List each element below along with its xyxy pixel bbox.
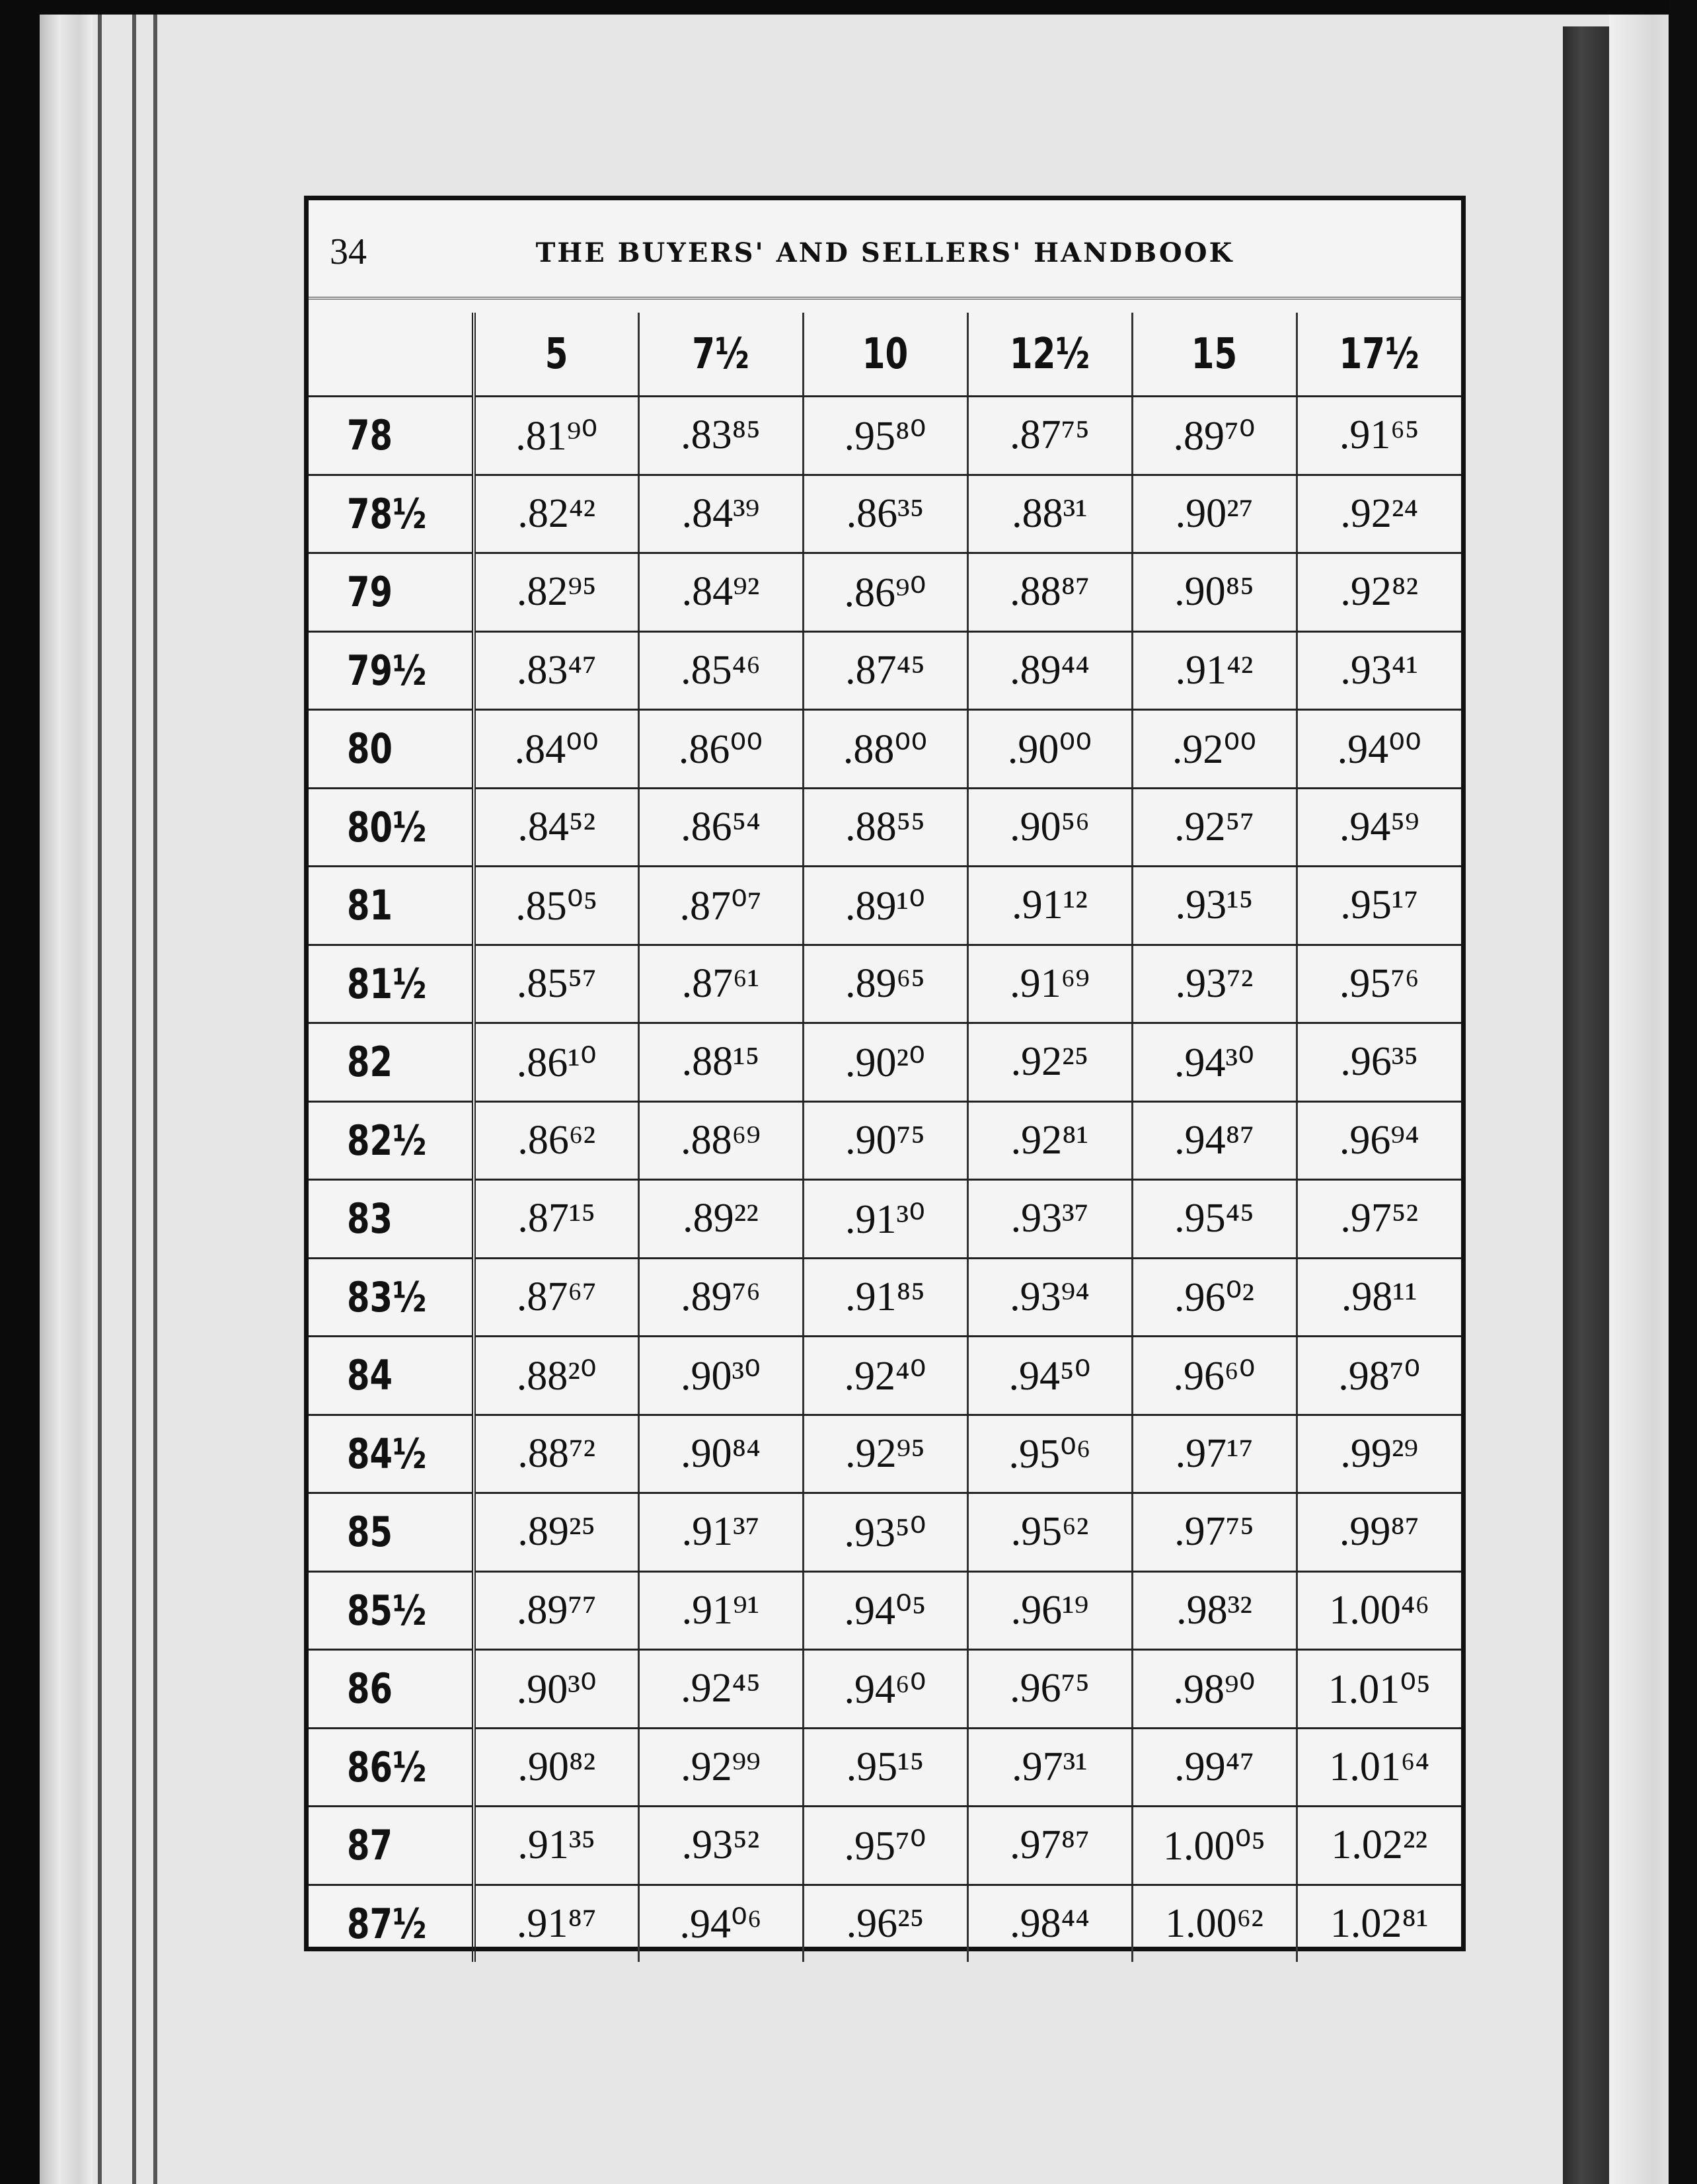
row-label-cell xyxy=(309,631,474,710)
table-row xyxy=(309,475,1461,553)
table-cell: .96⁹⁴ xyxy=(1297,1101,1461,1180)
table-row xyxy=(309,1493,1461,1572)
table-cell: .95¹⁷ xyxy=(1297,867,1461,945)
table-cell: .86¹⁰ xyxy=(474,1023,638,1102)
table-cell: .95⁷⁶ xyxy=(1297,945,1461,1023)
table-cell: .88³¹ xyxy=(967,475,1132,553)
table-cell: .90⁵⁶ xyxy=(967,788,1132,867)
table-row xyxy=(309,710,1461,789)
column-header: 5 xyxy=(492,313,620,397)
row-label-cell xyxy=(309,1807,474,1885)
table-cell: 1.00⁰⁵ xyxy=(1132,1807,1297,1885)
table-cell: .98⁷⁰ xyxy=(1297,1337,1461,1415)
row-label: 80 xyxy=(347,724,393,773)
table-cell: .92⁹⁹ xyxy=(638,1728,803,1807)
row-label-cell xyxy=(309,1101,474,1180)
table-cell: .87⁶⁷ xyxy=(474,1258,638,1337)
row-label: 82½ xyxy=(347,1116,427,1165)
table-row xyxy=(309,397,1461,475)
table-cell: .99⁸⁷ xyxy=(1297,1493,1461,1572)
row-label: 85 xyxy=(347,1508,393,1557)
table-body xyxy=(309,397,1461,1963)
table-row xyxy=(309,1337,1461,1415)
table-cell: .98³² xyxy=(1132,1571,1297,1650)
table-row xyxy=(309,1728,1461,1807)
row-label-cell xyxy=(309,1337,474,1415)
row-label: 78 xyxy=(347,411,393,460)
table-row xyxy=(309,631,1461,710)
table-cell: .99²⁹ xyxy=(1297,1415,1461,1493)
table-cell: .99⁴⁷ xyxy=(1132,1728,1297,1807)
table-cell: .91⁸⁵ xyxy=(803,1258,967,1337)
table-cell: .87⁴⁵ xyxy=(803,631,967,710)
table-cell: .98⁹⁰ xyxy=(1132,1650,1297,1729)
column-header: 15 xyxy=(1150,313,1278,397)
table-cell: .93⁹⁴ xyxy=(967,1258,1132,1337)
row-label-cell xyxy=(309,1415,474,1493)
column-header: 10 xyxy=(821,313,949,397)
table-cell: .94⁵⁰ xyxy=(967,1337,1132,1415)
table-cell: .94⁶⁰ xyxy=(803,1650,967,1729)
table-cell: .92⁵⁷ xyxy=(1132,788,1297,867)
table-cell: .97³¹ xyxy=(967,1728,1132,1807)
table-cell: .92⁸² xyxy=(1297,553,1461,632)
row-label: 83½ xyxy=(347,1272,427,1321)
row-label: 82 xyxy=(347,1038,393,1087)
row-label-cell xyxy=(309,553,474,632)
table-row xyxy=(309,1101,1461,1180)
column-header: 7½ xyxy=(656,313,784,397)
row-label-cell xyxy=(309,1885,474,1962)
table-cell: .97⁷⁵ xyxy=(1132,1493,1297,1572)
table-cell: .96²⁵ xyxy=(803,1885,967,1962)
scan-border-right xyxy=(1669,0,1697,2184)
column-header: 12½ xyxy=(985,313,1113,397)
table-cell: .98¹¹ xyxy=(1297,1258,1461,1337)
row-label: 87 xyxy=(347,1821,393,1870)
table-cell: .81⁹⁰ xyxy=(474,397,638,475)
table-cell: .95¹⁵ xyxy=(803,1728,967,1807)
table-cell: .89²⁵ xyxy=(474,1493,638,1572)
table-cell: .90⁰⁰ xyxy=(967,710,1132,789)
table-row xyxy=(309,1885,1461,1962)
table-cell: .90⁷⁵ xyxy=(803,1101,967,1180)
row-label: 84 xyxy=(347,1351,393,1400)
table-cell: .84⁹² xyxy=(638,553,803,632)
table-row xyxy=(309,553,1461,632)
table-cell: .85⁵⁷ xyxy=(474,945,638,1023)
table-row xyxy=(309,867,1461,945)
table-cell: 1.00⁴⁶ xyxy=(1297,1571,1461,1650)
table-cell: .89⁷⁷ xyxy=(474,1571,638,1650)
table-cell: .94⁰⁶ xyxy=(638,1885,803,1962)
row-label-cell xyxy=(309,475,474,553)
table-header-row xyxy=(309,313,1461,397)
table-row xyxy=(309,1180,1461,1259)
table-cell: 1.00⁶² xyxy=(1132,1885,1297,1962)
table-sheet xyxy=(304,196,1466,1951)
table-cell: .92⁴⁵ xyxy=(638,1650,803,1729)
table-cell: .92⁸¹ xyxy=(967,1101,1132,1180)
table-cell: .86³⁵ xyxy=(803,475,967,553)
table-cell: .88²⁰ xyxy=(474,1337,638,1415)
table-cell: .92⁰⁰ xyxy=(1132,710,1297,789)
table-row xyxy=(309,788,1461,867)
table-cell: .94⁵⁹ xyxy=(1297,788,1461,867)
table-cell: 1.01⁰⁵ xyxy=(1297,1650,1461,1729)
table-cell: 1.02⁸¹ xyxy=(1330,1900,1429,1946)
table-cell: .90⁸² xyxy=(474,1728,638,1807)
row-label: 78½ xyxy=(347,489,427,538)
table-cell: .90³⁰ xyxy=(638,1337,803,1415)
table-cell: .91³⁵ xyxy=(474,1807,638,1885)
table-cell: .89⁷⁶ xyxy=(638,1258,803,1337)
row-label-cell xyxy=(309,1650,474,1729)
table-cell: .96¹⁹ xyxy=(967,1571,1132,1650)
table-cell: .93⁵² xyxy=(638,1807,803,1885)
table-cell: .94⁰⁵ xyxy=(803,1571,967,1650)
page-edge-line xyxy=(132,15,136,2184)
row-label-cell xyxy=(309,788,474,867)
row-label: 81½ xyxy=(347,959,427,1008)
table-row xyxy=(309,1258,1461,1337)
row-label-cell xyxy=(309,1023,474,1102)
table-cell: .91³⁰ xyxy=(803,1180,967,1259)
table-cell: .86⁶² xyxy=(474,1101,638,1180)
table-cell: .95⁶² xyxy=(967,1493,1132,1572)
row-label-cell xyxy=(309,945,474,1023)
page-edge-line xyxy=(98,15,102,2184)
table-cell: .90⁸⁵ xyxy=(1132,553,1297,632)
table-cell: .91³⁷ xyxy=(638,1493,803,1572)
table-cell: .93⁴¹ xyxy=(1297,631,1461,710)
table-cell: .87⁰⁷ xyxy=(638,867,803,945)
table-cell: 1.01⁶⁴ xyxy=(1297,1728,1461,1807)
row-label: 86½ xyxy=(347,1742,427,1791)
row-label-cell xyxy=(309,1258,474,1337)
table-row xyxy=(309,1650,1461,1729)
table-cell: .91⁴² xyxy=(1132,631,1297,710)
row-label-cell xyxy=(309,1571,474,1650)
table-cell: .95⁴⁵ xyxy=(1132,1180,1297,1259)
row-label: 86 xyxy=(347,1664,393,1713)
table-cell: .95⁸⁰ xyxy=(803,397,967,475)
table-cell: .97¹⁷ xyxy=(1132,1415,1297,1493)
table-cell: .90³⁰ xyxy=(474,1650,638,1729)
row-label: 84½ xyxy=(347,1429,427,1478)
table-cell: .86⁵⁴ xyxy=(638,788,803,867)
table-cell: .84⁰⁰ xyxy=(474,710,638,789)
table-cell: .88⁸⁷ xyxy=(967,553,1132,632)
table-cell: .91⁸⁷ xyxy=(474,1885,638,1962)
table-cell: .88¹⁵ xyxy=(638,1023,803,1102)
table-row xyxy=(309,1023,1461,1102)
page-header xyxy=(309,200,1461,299)
table-cell: .92²⁵ xyxy=(967,1023,1132,1102)
book-spine-shadow xyxy=(1563,26,1609,2184)
table-cell: .97⁸⁷ xyxy=(967,1807,1132,1885)
table-cell: .90²⁷ xyxy=(1132,475,1297,553)
row-label-cell xyxy=(309,397,474,475)
table-cell: .94⁸⁷ xyxy=(1132,1101,1297,1180)
table-row xyxy=(309,1807,1461,1885)
table-cell: .92⁹⁵ xyxy=(803,1415,967,1493)
table-cell: .86⁰⁰ xyxy=(638,710,803,789)
table-cell: .90²⁰ xyxy=(803,1023,967,1102)
table-cell: 1.02²² xyxy=(1297,1807,1461,1885)
table-cell: .89²² xyxy=(638,1180,803,1259)
table-cell: .94⁰⁰ xyxy=(1297,710,1461,789)
table-cell: .90⁸⁴ xyxy=(638,1415,803,1493)
row-label-cell xyxy=(309,1180,474,1259)
row-label: 79½ xyxy=(347,646,427,695)
table-cell: .97⁵² xyxy=(1297,1180,1461,1259)
book-page-edges-left xyxy=(40,15,93,2184)
table-cell: .93¹⁵ xyxy=(1132,867,1297,945)
table-cell: .89⁶⁵ xyxy=(803,945,967,1023)
page-title: THE BUYERS' AND SELLERS' HANDBOOK xyxy=(535,237,1234,268)
table-cell: .88⁶⁹ xyxy=(638,1101,803,1180)
table-cell: .95⁰⁶ xyxy=(967,1415,1132,1493)
scan-border-left xyxy=(0,0,40,2184)
table-cell: .91⁹¹ xyxy=(638,1571,803,1650)
table-cell: .88⁵⁵ xyxy=(803,788,967,867)
table-cell: .91⁶⁹ xyxy=(967,945,1132,1023)
table-cell: .96⁷⁵ xyxy=(967,1650,1132,1729)
table-cell: .92⁴⁰ xyxy=(803,1337,967,1415)
table-cell: .86⁹⁰ xyxy=(803,553,967,632)
table-cell: .93⁷² xyxy=(1132,945,1297,1023)
table-cell: .85⁰⁵ xyxy=(474,867,638,945)
table-cell: .84⁵² xyxy=(474,788,638,867)
row-label-cell xyxy=(309,1728,474,1807)
table-cell: .98⁴⁴ xyxy=(967,1885,1132,1962)
table-cell: .89⁴⁴ xyxy=(967,631,1132,710)
table-cell: .87⁶¹ xyxy=(638,945,803,1023)
row-label: 83 xyxy=(347,1194,393,1243)
table-cell: .91⁶⁵ xyxy=(1297,397,1461,475)
table-cell: .96³⁵ xyxy=(1297,1023,1461,1102)
table-cell: .94³⁰ xyxy=(1132,1023,1297,1102)
row-label-cell xyxy=(309,867,474,945)
page-edge-line xyxy=(153,15,157,2184)
row-label: 87½ xyxy=(347,1899,427,1948)
table-cell: .87⁷⁵ xyxy=(967,397,1132,475)
table-row xyxy=(309,945,1461,1023)
table-cell: .83⁸⁵ xyxy=(638,397,803,475)
row-label-cell xyxy=(309,710,474,789)
table-row xyxy=(309,1571,1461,1650)
table-cell: .89¹⁰ xyxy=(803,867,967,945)
corner-cell xyxy=(309,313,474,397)
row-label: 85½ xyxy=(347,1586,427,1635)
row-label-cell xyxy=(309,1493,474,1572)
table-cell: .87¹⁵ xyxy=(474,1180,638,1259)
page-number: 34 xyxy=(330,231,367,272)
rate-table xyxy=(309,313,1461,1962)
table-cell: .89⁷⁰ xyxy=(1132,397,1297,475)
table-cell: .91¹² xyxy=(967,867,1132,945)
table-cell: .96⁶⁰ xyxy=(1132,1337,1297,1415)
table-cell: .93³⁷ xyxy=(967,1180,1132,1259)
row-label: 79 xyxy=(347,568,393,617)
table-cell: .88⁰⁰ xyxy=(803,710,967,789)
row-label: 80½ xyxy=(347,802,427,851)
table-cell: .93⁵⁰ xyxy=(803,1493,967,1572)
table-cell: .85⁴⁶ xyxy=(638,631,803,710)
table-cell: .96⁰² xyxy=(1132,1258,1297,1337)
scan-border-top xyxy=(0,0,1697,15)
table-cell: .88⁷² xyxy=(474,1415,638,1493)
table-cell: .82⁴² xyxy=(474,475,638,553)
table-row xyxy=(309,1415,1461,1493)
table-cell: .95⁷⁰ xyxy=(803,1807,967,1885)
table-cell: .84³⁹ xyxy=(638,475,803,553)
table-cell: .83⁴⁷ xyxy=(474,631,638,710)
table-cell: .82⁹⁵ xyxy=(474,553,638,632)
row-label: 81 xyxy=(347,881,393,930)
column-header: 17½ xyxy=(1314,313,1443,397)
table-cell: .92²⁴ xyxy=(1297,475,1461,553)
